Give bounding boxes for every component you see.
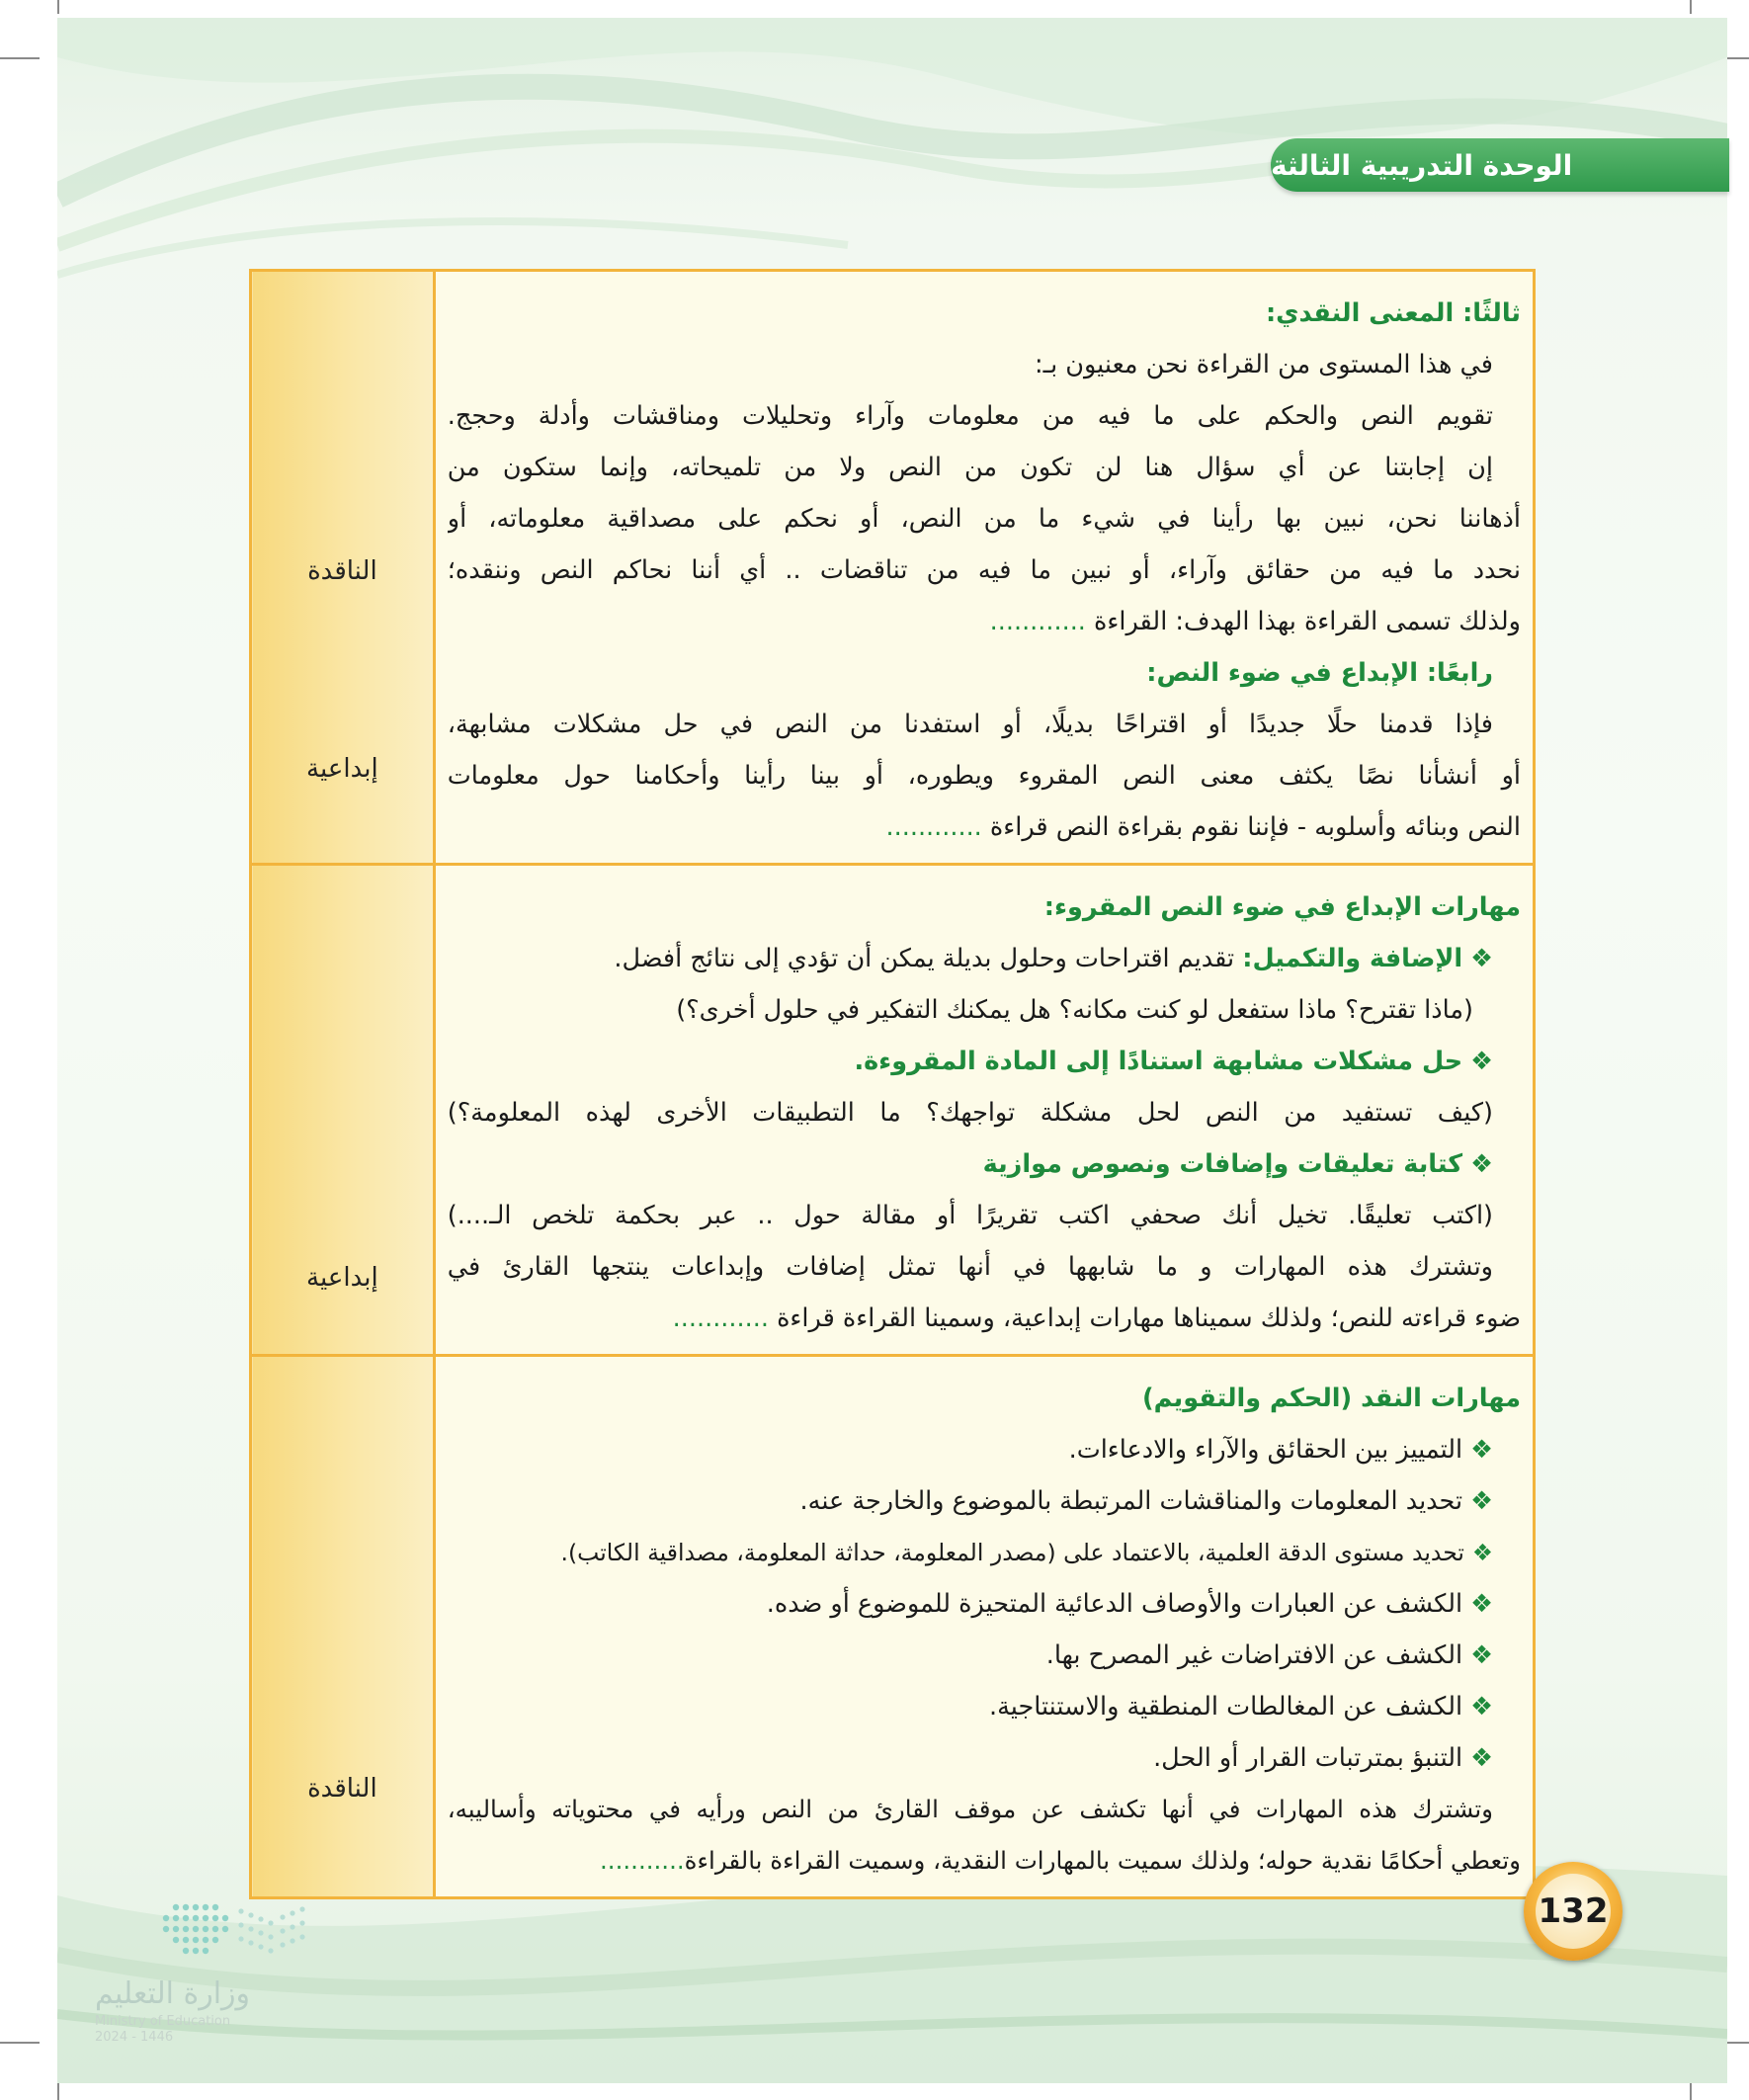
bullet-item [448,1630,1521,1681]
crop-mark [0,2042,40,2044]
ministry-name-ar: وزارة التعليم [95,1976,251,2011]
paragraph-line: في هذا المستوى من القراءة نحن معنيون بـ: [1035,350,1493,379]
crop-mark [1690,2083,1692,2100]
section-heading: مهارات الإبداع في ضوء النص المقروء: [1043,892,1521,922]
table-row [251,1356,1535,1898]
paragraph-line: (ماذا تقترح؟ ماذا ستفعل لو كنت مكانه؟ هل يمكنك التفكير في حلول أخرى؟) [676,995,1473,1025]
bullet-icon: ❖ [1470,1486,1493,1516]
unit-title: الوحدة التدريبية الثالثة [1271,148,1573,182]
bullet-title: الإضافة والتكميل: [1242,944,1463,973]
paragraph-line: وتشترك هذه المهارات و ما شابهها في أنها تمثل إضافات وإبداعات ينتجها القارئ في [447,1252,1493,1282]
bullet-icon: ❖ [1470,944,1493,973]
bullet-title: حل مشكلات مشابهة استنادًا إلى المادة المقروءة. [854,1047,1463,1076]
crop-mark [0,57,40,59]
table-row [251,865,1535,1356]
paragraph-line: فإذا قدمنا حلًا جديدًا أو اقتراحًا بديلًا، أو استفدنا من النص في حل مشكلات مشابهة، [447,710,1493,739]
side-label: الناقدة [307,1774,377,1804]
unit-title-tab [1271,138,1729,192]
side-label-cell [251,271,435,865]
content-cell [434,271,1534,865]
side-label-cell [251,865,435,1356]
paragraph-line: وتشترك هذه المهارات في أنها تكشف عن موقف القارئ من النص ورأيه في محتوياته وأساليبه، [447,1795,1493,1823]
answer-blank: ............ [989,607,1086,636]
bullet-item [448,1681,1521,1732]
bullet-text: الكشف عن المغالطات المنطقية والاستنتاجية. [988,1692,1463,1722]
bullet-text: تقديم اقتراحات وحلول بديلة يمكن أن تؤدي إلى نتائج أفضل. [614,944,1235,973]
bullet-item [448,1424,1521,1475]
ministry-logo-icon [95,1897,332,1967]
paragraph-line [448,596,1521,647]
paragraph-line [448,801,1521,853]
side-label: إبداعية [306,1263,378,1293]
ministry-logo [95,1897,332,2045]
ministry-name-en: Ministry of Education [95,2014,231,2029]
bullet-text: التنبؤ بمترتبات القرار أو الحل. [1153,1743,1463,1773]
bullet-icon: ❖ [1470,1047,1493,1076]
paragraph-text: وتعطي أحكامًا نقدية حوله؛ ولذلك سميت بالمهارات النقدية، وسميت القراءة بالقراءة [684,1846,1521,1875]
bullet-icon: ❖ [1471,1539,1493,1566]
bullet-title: كتابة تعليقات وإضافات ونصوص موازية [982,1149,1463,1179]
page-number: 132 [1536,1874,1611,1949]
bullet-icon: ❖ [1470,1743,1493,1773]
paragraph-text: ضوء قراءته للنص؛ ولذلك سميناها مهارات إبداعية، وسمينا القراءة قراءة [777,1303,1521,1333]
paragraph-line: إن إجابتنا عن أي سؤال هنا لن تكون من النص ولا من تلميحاته، وإنما ستكون من [447,453,1493,482]
bullet-icon: ❖ [1470,1692,1493,1722]
paragraph-line [448,1293,1521,1344]
bullet-text: الكشف عن العبارات والأوصاف الدعائية المتحيزة للموضوع أو ضده. [766,1589,1463,1619]
paragraph-line: (كيف تستفيد من النص لحل مشكلة تواجهك؟ ما التطبيقات الأخرى لهذه المعلومة؟) [447,1098,1493,1128]
bullet-text: تحديد المعلومات والمناقشات المرتبطة بالموضوع والخارجة عنه. [799,1486,1463,1516]
paragraph-line: نحدد ما فيه من حقائق وآراء، أو نبين ما فيه من تناقضات .. أي أننا نحاكم النص وننقده؛ [447,555,1521,585]
crop-mark [57,0,59,14]
crop-mark [1690,0,1692,14]
crop-mark [57,2083,59,2100]
ministry-year: 2024 - 1446 [95,2030,174,2045]
bullet-icon: ❖ [1470,1149,1493,1179]
paragraph-line [448,1835,1521,1887]
answer-blank: ............ [885,812,982,842]
bullet-item [448,1732,1521,1784]
bullet-text: التمييز بين الحقائق والآراء والادعاءات. [1068,1435,1463,1465]
paragraph-line: أذهاننا نحن، نبين بها رأينا في شيء ما من النص، أو نحكم على مصداقية معلوماته، أو [447,504,1521,534]
paragraph-line: تقويم النص والحكم على ما فيه من معلومات وآراء وتحليلات ومناقشات وأدلة وحجج. [447,401,1493,431]
bullet-item [448,1527,1521,1578]
bullet-icon: ❖ [1470,1640,1493,1670]
content-table [249,269,1536,1899]
paragraph-text: النص وبنائه وأسلوبه - فإننا نقوم بقراءة النص قراءة [989,812,1521,842]
bullet-item [448,1036,1521,1087]
bullet-item [448,1475,1521,1527]
answer-blank: ............ [672,1303,769,1333]
bullet-text: الكشف عن الافتراضات غير المصرح بها. [1045,1640,1463,1670]
page-number-badge [1524,1862,1623,1961]
answer-blank: ........... [600,1846,685,1875]
side-label: الناقدة [307,556,377,586]
bullet-item [448,1138,1521,1190]
section-heading: مهارات النقد (الحكم والتقويم) [1142,1384,1521,1413]
paragraph-line: أو أنشأنا نصًا يكثف معنى النص المقروء ويطوره، أو بينا رأينا وأحكامنا حول معلومات [447,761,1521,791]
section-heading: ثالثًا: المعنى النقدي: [1265,298,1521,328]
content-cell [434,1356,1534,1898]
bullet-text: تحديد مستوى الدقة العلمية، بالاعتماد على (مصدر المعلومة، حداثة المعلومة، مصداقية الكاتب). [560,1539,1464,1566]
bullet-item [448,933,1521,984]
bullet-icon: ❖ [1470,1435,1493,1465]
content-cell [434,865,1534,1356]
table-row [251,271,1535,865]
bullet-icon: ❖ [1470,1589,1493,1619]
paragraph-line: (اكتب تعليقًا. تخيل أنك صحفي اكتب تقريرًا أو مقالة حول .. عبر بحكمة تلخص الـ....) [447,1201,1493,1230]
section-heading: رابعًا: الإبداع في ضوء النص: [1146,658,1493,688]
bullet-item [448,1578,1521,1630]
side-label: إبداعية [306,754,378,784]
side-label-cell [251,1356,435,1898]
paragraph-text: ولذلك تسمى القراءة بهذا الهدف: القراءة [1094,607,1521,636]
